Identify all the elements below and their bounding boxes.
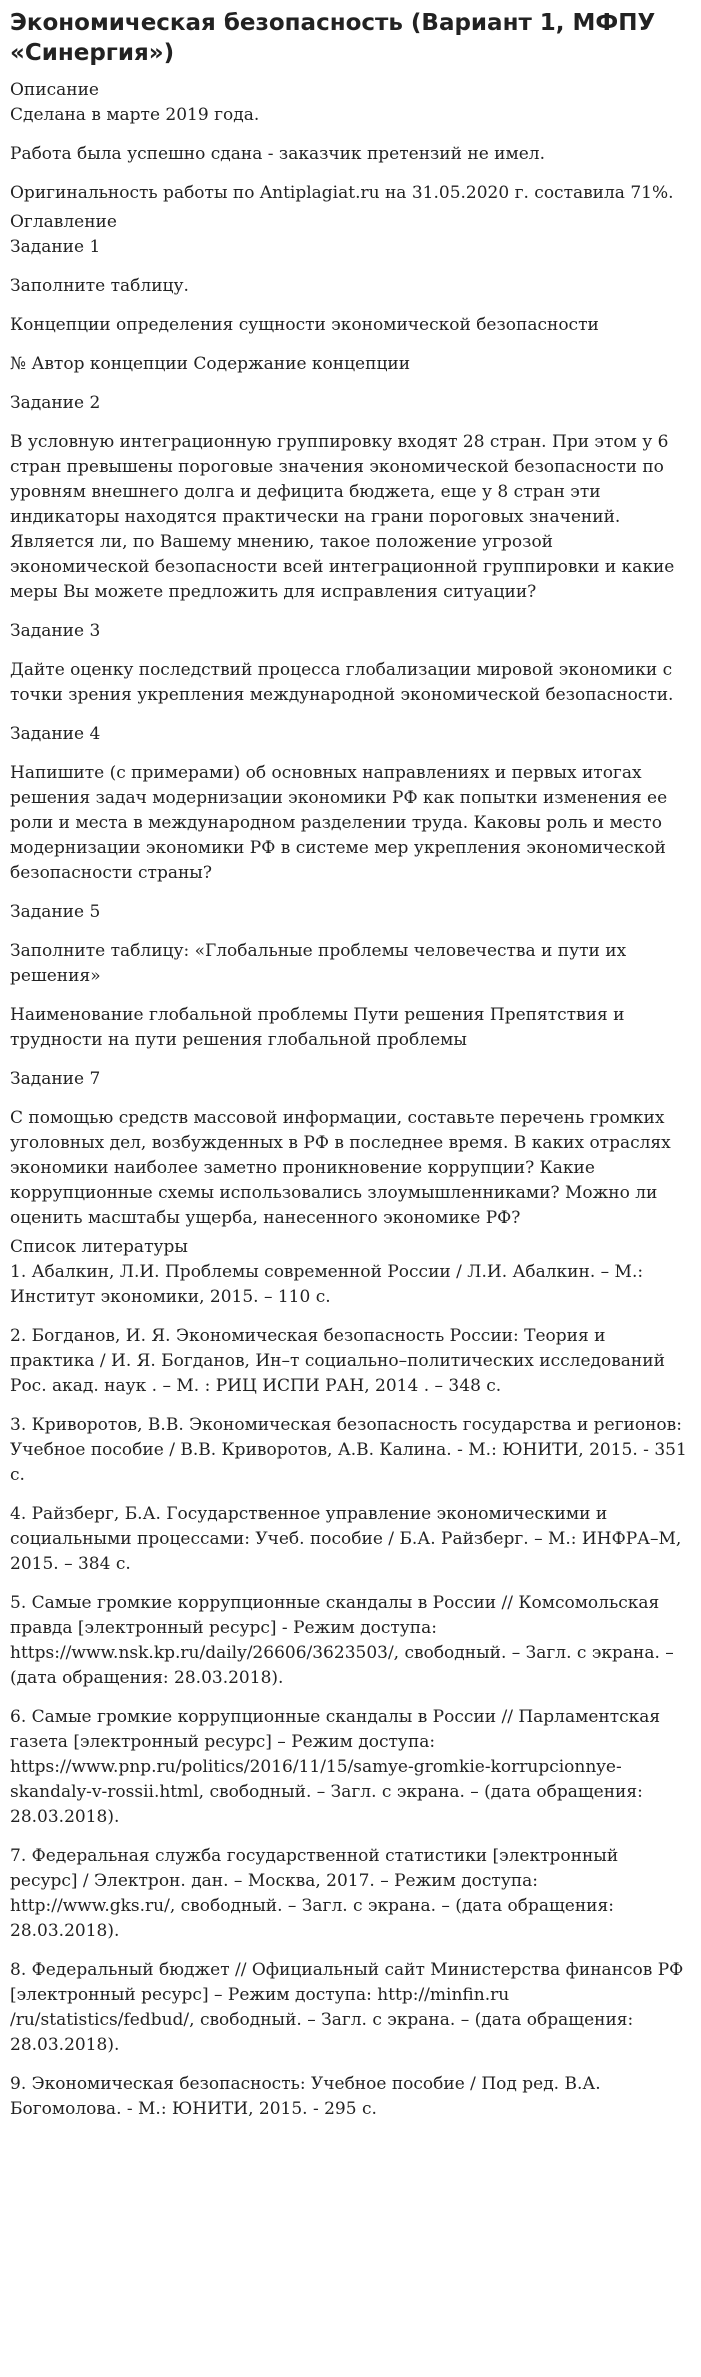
reference-item: 6. Самые громкие коррупционные скандалы в России // Парламентская газета [электронный ресурс] – Режим доступа: https://www.pnp.ru/politics/2016/11/15/samye-gromkie-korrupcionnye-skandaly-v-rossii.html, свободный. – Загл. с экрана. – (дата обращения: 28.03.2018).	[10, 1707, 661, 1827]
task-3-label: Задание 3	[10, 621, 101, 641]
reference-item: 5. Самые громкие коррупционные скандалы в России // Комсомольская правда [электронный ресурс] - Режим доступа: https://www.nsk.kp.ru/daily/26606/3623503/, свободный. – Загл. с экрана. – (дата обращения: 28.03.2018).	[10, 1593, 674, 1688]
reference-item: 4. Райзберг, Б.А. Государственное управление экономическими и социальными процессами: Учеб. пособие / Б.А. Райзберг. – М.: ИНФРА–М, 2015. – 384 с.	[10, 1504, 682, 1574]
task-3-paragraph: Дайте оценку последствий процесса глобализации мировой экономики с точки зрения укрепления международной экономической безопасности.	[10, 660, 674, 705]
task-1-paragraph: Концепции определения сущности экономической безопасности	[10, 315, 599, 335]
reference-item: 3. Криворотов, В.В. Экономическая безопасность государства и регионов: Учебное пособие / В.В. Криворотов, А.В. Калина. - М.: ЮНИТИ, 2015. - 351 с.	[10, 1415, 687, 1485]
description-passed: Работа была успешно сдана - заказчик претензий не имел.	[10, 144, 545, 164]
task-1-label: Задание 1	[10, 237, 101, 257]
task-2-paragraph: В условную интеграционную группировку входят 28 стран. При этом у 6 стран превышены пороговые значения экономической безопасности по уровням внешнего долга и дефицита бюджета, еще у 8 стран эти индикаторы находятся практически на грани пороговых значений. Является ли, по Вашему мнению, такое положение угрозой экономической безопасности всей интеграционной группировки и какие меры Вы можете предложить для исправления ситуации?	[10, 432, 675, 602]
toc-label: Оглавление	[10, 212, 117, 232]
reference-item: 1. Абалкин, Л.И. Проблемы современной России / Л.И. Абалкин. – М.: Институт экономики, 2015. – 110 с.	[10, 1262, 644, 1307]
task-7-label: Задание 7	[10, 1069, 101, 1089]
references-label: Список литературы	[10, 1237, 188, 1257]
task-1-paragraph: Заполните таблицу.	[10, 276, 189, 296]
reference-item: 2. Богданов, И. Я. Экономическая безопасность России: Теория и практика / И. Я. Богданов, Ин–т социально–политических исследований Рос. акад. наук . – М. : РИЦ ИСПИ РАН, 2014 . – 348 с.	[10, 1326, 665, 1396]
reference-item: 8. Федеральный бюджет // Официальный сайт Министерства финансов РФ [электронный ресурс] – Режим доступа: http://minfin.ru /ru/statistics/fedbud/, свободный. – Загл. с экрана. – (дата обращения: 28.03.2018).	[10, 1960, 684, 2055]
reference-item: 9. Экономическая безопасность: Учебное пособие / Под ред. В.А. Богомолова. - М.: ЮНИТИ, 2015. - 295 с.	[10, 2074, 601, 2119]
description-made: Сделана в марте 2019 года.	[10, 105, 260, 125]
task-4-paragraph: Напишите (с примерами) об основных направлениях и первых итогах решения задач модернизации экономики РФ как попытки изменения ее роли и места в международном разделении труда. Каковы роль и место модернизации экономики РФ в системе мер укрепления экономической безопасности страны?	[10, 763, 668, 883]
task-1-paragraph: № Автор концепции Содержание концепции	[10, 354, 411, 374]
reference-item: 7. Федеральная служба государственной статистики [электронный ресурс] / Электрон. дан. – Москва, 2017. – Режим доступа: http://www.gks.ru/, свободный. – Загл. с экрана. – (дата обращения: 28.03.2018).	[10, 1846, 619, 1941]
task-7-paragraph: С помощью средств массовой информации, составьте перечень громких уголовных дел, возбужденных в РФ в последнее время. В каких отраслях экономики наиболее заметно проникновение коррупции? Какие коррупционные схемы использовались злоумышленниками? Можно ли оценить масштабы ущерба, нанесенного экономике РФ?	[10, 1108, 671, 1228]
task-4-label: Задание 4	[10, 724, 101, 744]
task-5-label: Задание 5	[10, 902, 101, 922]
description-label: Описание	[10, 80, 99, 100]
page-title: Экономическая безопасность (Вариант 1, МФПУ «Синергия»)	[10, 10, 656, 66]
task-2-label: Задание 2	[10, 393, 101, 413]
description-originality: Оригинальность работы по Antiplagiat.ru на 31.05.2020 г. составила 71%.	[10, 183, 674, 203]
task-5-paragraph: Наименование глобальной проблемы Пути решения Препятствия и трудности на пути решения глобальной проблемы	[10, 1005, 625, 1050]
task-5-paragraph: Заполните таблицу: «Глобальные проблемы человечества и пути их решения»	[10, 941, 627, 986]
